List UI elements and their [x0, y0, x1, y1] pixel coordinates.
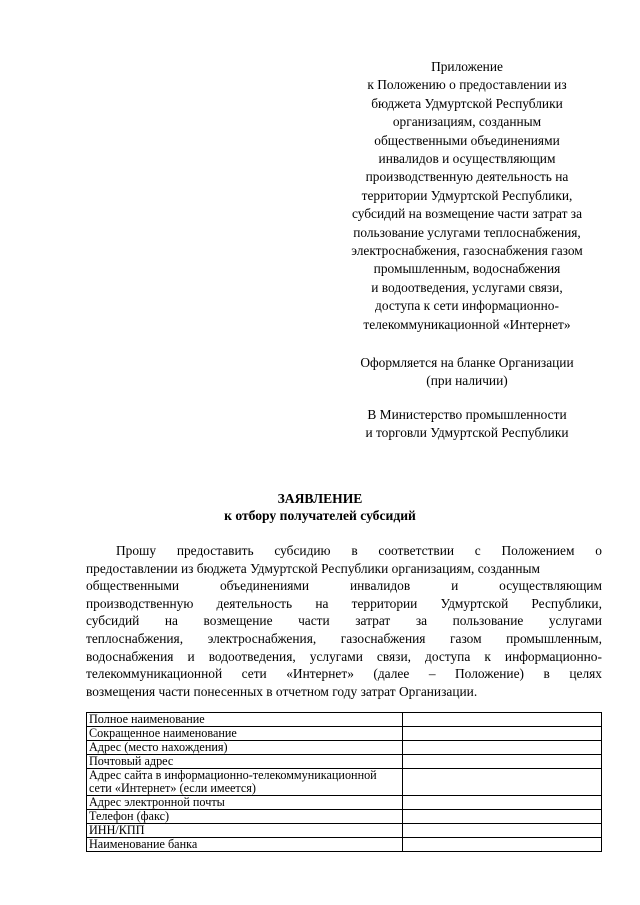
row-label: Адрес (место нахождения) [87, 741, 403, 755]
body-line [86, 542, 602, 560]
row-value[interactable] [402, 727, 601, 741]
body-word: целях [569, 666, 602, 682]
body-line [86, 560, 602, 578]
organization-info-table [86, 712, 602, 852]
appendix-line: к Положению о предоставлении из [367, 77, 567, 93]
row-value[interactable] [402, 824, 601, 838]
row-value[interactable] [402, 741, 601, 755]
body-word: к [484, 648, 491, 664]
row-value[interactable] [402, 769, 601, 796]
row-label: ИНН/КПП [87, 824, 403, 838]
letterhead-note-line: (при наличии) [426, 373, 508, 389]
table-row [87, 755, 602, 769]
body-word: и [187, 648, 195, 664]
body-word: субсидий [86, 613, 140, 629]
appendix-line: инвалидов и осуществляющим [378, 151, 556, 167]
body-word: пользование [452, 613, 524, 629]
appendix-line: электроснабжения, газоснабжения газом [351, 243, 583, 259]
body-line [86, 665, 602, 683]
appendix-line: общественными объединениями [374, 132, 560, 148]
body-word: в [351, 543, 358, 558]
body-word: и [451, 578, 459, 594]
appendix-line: пользование услугами теплоснабжения, [353, 224, 581, 240]
table-row [87, 838, 602, 852]
table-row [87, 769, 602, 796]
body-word: сети [241, 666, 267, 682]
body-line [86, 683, 602, 701]
appendix-line: бюджета Удмуртской Республики [371, 95, 563, 111]
body-word: возмещение [203, 613, 273, 629]
application-body [86, 542, 602, 700]
body-word: телекоммуникационной [86, 666, 223, 682]
body-word: с [474, 543, 481, 558]
body-word: Удмуртской [440, 595, 509, 611]
title-subtitle: к отбору получателей субсидий [224, 508, 416, 523]
title-main: ЗАЯВЛЕНИЕ [277, 491, 363, 506]
body-word: общественными [86, 578, 180, 594]
body-word: услугами [309, 648, 363, 664]
body-line [86, 595, 602, 613]
body-word: соответствии [378, 543, 455, 558]
body-word: территории [351, 595, 418, 611]
body-word: водоснабжения [86, 648, 174, 664]
body-word: доступа [425, 648, 471, 664]
row-value[interactable] [402, 838, 601, 852]
appendix-line: субсидий на возмещение части затрат за [351, 206, 583, 222]
appendix-line: промышленным, водоснабжения [373, 261, 561, 277]
row-label: Сокращенное наименование [87, 727, 403, 741]
appendix-line: и водоотведения, услугами связи, [371, 279, 563, 295]
appendix-line: производственную деятельность на [365, 169, 569, 185]
letterhead-note [322, 354, 612, 391]
body-word: информационно- [504, 648, 602, 664]
table-row [87, 796, 602, 810]
row-label: Наименование банка [87, 838, 403, 852]
body-word: предоставить [176, 543, 254, 558]
body-line [86, 630, 602, 648]
body-word: на [315, 595, 329, 611]
body-word: затрат [355, 613, 391, 629]
body-word: Положение) [455, 666, 525, 682]
body-word: электроснабжения, [207, 630, 317, 646]
body-word: за [415, 613, 428, 629]
row-value[interactable] [402, 796, 601, 810]
row-label: Телефон (факс) [87, 810, 403, 824]
table-row [87, 727, 602, 741]
table-row [87, 713, 602, 727]
addressee-line: и торговли Удмуртской Республики [365, 425, 569, 441]
body-word: Положением [501, 543, 575, 558]
body-word: деятельность [216, 595, 293, 611]
body-word: промышленным, [506, 630, 602, 646]
body-word: водоотведения, [208, 648, 296, 664]
addressee-block [322, 406, 612, 443]
body-word: Прошу [116, 543, 157, 558]
body-word: связи, [376, 648, 411, 664]
body-word: – [428, 666, 436, 682]
letterhead-note-line: Оформляется на бланке Организации [360, 355, 574, 370]
body-word: производственную [86, 595, 194, 611]
table-row [87, 810, 602, 824]
body-line [86, 648, 602, 666]
row-value[interactable] [402, 755, 601, 769]
body-word: возмещения части понесенных в отчетном году затрат Организации. [86, 683, 478, 699]
row-value[interactable] [402, 810, 601, 824]
body-word: инвалидов [349, 578, 411, 594]
row-label: Полное наименование [87, 713, 403, 727]
body-word: (далее [373, 666, 410, 682]
table-row [87, 741, 602, 755]
appendix-line: организациям, созданным [392, 114, 542, 130]
body-word: газом [450, 630, 482, 646]
body-word: субсидию [274, 543, 331, 558]
body-word: «Интернет» [286, 666, 354, 682]
body-line [86, 577, 602, 595]
row-label: Адрес сайта в информационно-телекоммуникационной сети «Интернет» (если имеется) [87, 769, 403, 796]
document-title [0, 490, 640, 524]
table-row [87, 824, 602, 838]
appendix-line: Приложение [431, 59, 503, 74]
addressee-line: В Министерство промышленности [367, 407, 567, 422]
body-word: части [298, 613, 330, 629]
body-word: теплоснабжения, [86, 630, 184, 646]
body-word: объединениями [219, 578, 310, 594]
body-word: в [543, 666, 550, 682]
body-word: Республики, [531, 595, 602, 611]
row-value[interactable] [402, 713, 601, 727]
body-word: газоснабжения [340, 630, 426, 646]
appendix-line: доступа к сети информационно- [375, 298, 559, 314]
appendix-block [322, 58, 612, 334]
row-label: Адрес электронной почты [87, 796, 403, 810]
body-word: предоставлении из бюджета Удмуртской Республики организациям, созданным [86, 560, 540, 576]
body-word: услугами [548, 613, 602, 629]
body-word: осуществляющим [499, 578, 602, 594]
appendix-line: телекоммуникационной «Интернет» [363, 316, 571, 332]
body-word: о [595, 543, 602, 558]
body-line [86, 612, 602, 630]
appendix-line: территории Удмуртской Республики, [361, 187, 573, 203]
body-word: на [164, 613, 179, 629]
row-label: Почтовый адрес [87, 755, 403, 769]
